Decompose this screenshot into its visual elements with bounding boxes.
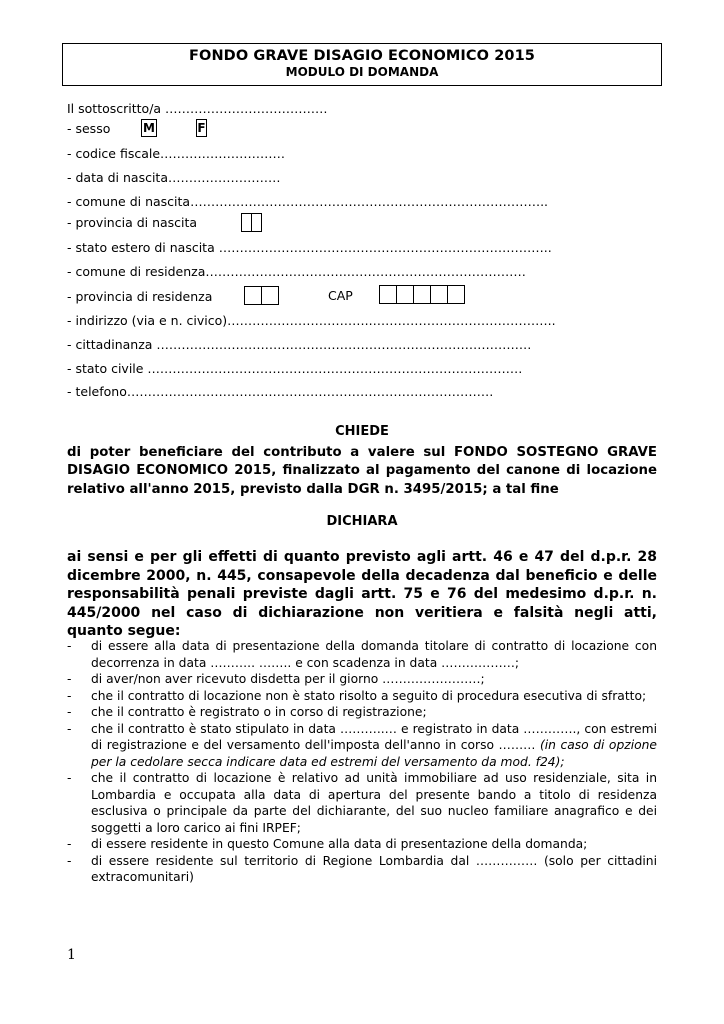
provincia-residenza-boxes[interactable]: [245, 286, 279, 305]
item-text: che il contratto è stato stipulato in data ………..… e registrato in data …………., con estremi di registrazione e del versamento dell'imposta dell'anno in corso ………: [91, 721, 657, 752]
field-sesso-label: - sesso: [67, 121, 111, 136]
field-codice-fiscale[interactable]: - codice fiscale…………………………: [67, 146, 286, 161]
char-box[interactable]: [261, 286, 279, 305]
cap-label: CAP: [328, 288, 353, 303]
item-text: di essere alla data di presentazione della domanda titolare di contratto di locazione con decorrenza in data ……….. …….. e con scadenza in data ………………;: [91, 639, 657, 670]
list-item: - che il contratto di locazione è relativo ad unità immobiliare ad uso residenziale, sita in Lombardia e occupata alla data di apertura del presente bando a titolo di residenza esclusiva o principale da parte del dichiarante, del suo nucleo familiare anagrafico e dei soggetti a loro carico ai fini IRPEF;: [67, 771, 657, 835]
char-box[interactable]: [430, 285, 448, 304]
list-item: - che il contratto è stato stipulato in data ………..… e registrato in data …………., con estremi di registrazione e del versamento dell'imposta dell'anno in corso ……… (in caso di opzione per la cedolare secca indicare data ed estremi del versamento da mod. f24);: [67, 721, 657, 769]
field-provincia-residenza-label: - provincia di residenza: [67, 289, 213, 304]
field-provincia-nascita-label: - provincia di nascita: [67, 215, 198, 230]
char-box[interactable]: [251, 213, 262, 232]
item-text: di essere residente in questo Comune alla data di presentazione della domanda;: [91, 837, 588, 851]
field-telefono[interactable]: - telefono…………………………….………………………………………………: [67, 384, 494, 399]
document-title: FONDO GRAVE DISAGIO ECONOMICO 2015: [189, 48, 535, 64]
list-item: - di aver/non aver ricevuto disdetta per il giorno ……………………;: [67, 672, 485, 686]
sesso-m-checkbox[interactable]: M: [141, 119, 157, 137]
list-item: - che il contratto di locazione non è stato risolto a seguito di procedura esecutiva di sfratto;: [67, 688, 647, 703]
list-item: - di essere alla data di presentazione della domanda titolare di contratto di locazione con decorrenza in data ……….. …….. e con scadenza in data ………………;: [67, 639, 657, 670]
document-subtitle: MODULO DI DOMANDA: [285, 65, 439, 79]
page-number: 1: [67, 947, 76, 963]
sesso-f-checkbox[interactable]: F: [197, 121, 206, 135]
char-box[interactable]: [413, 285, 431, 304]
char-box[interactable]: [379, 285, 397, 304]
field-stato-estero[interactable]: - stato estero di nascita ……………………………………………………………………..: [67, 240, 552, 255]
dichiara-text: ai sensi e per gli effetti di quanto previsto agli artt. 46 e 47 del d.p.r. 28 dicembre 2000, n. 445, consapevole della decadenza dal beneficio e delle responsabilità penali previste dagli artt. 75 e 76 del medesimo d.p.r. n. 445/2000 nel caso di dichiarazione non veritiera e falsità negli atti, quanto segue:: [67, 549, 657, 639]
item-text: di aver/non aver ricevuto disdetta per il giorno ……………………;: [91, 672, 485, 686]
field-cittadinanza[interactable]: - cittadinanza ………………………………………………………………………………: [67, 337, 532, 352]
title-box: [62, 43, 662, 86]
field-sottoscritto[interactable]: Il sottoscritto/a …………………………………: [67, 101, 328, 116]
chiede-text: di poter beneficiare del contributo a valere sul FONDO SOSTEGNO GRAVE DISAGIO ECONOMICO 2015, finalizzato al pagamento del canone di locazione relativo all'anno 2015, previsto dalla DGR n. 3495/2015; a tal fine: [67, 445, 657, 497]
field-data-nascita[interactable]: - data di nascita………………………: [67, 170, 281, 185]
char-box[interactable]: [396, 285, 414, 304]
field-indirizzo[interactable]: - indirizzo (via e n. civico)……………………………..……………………………………..: [67, 313, 556, 328]
item-text: che il contratto di locazione non è stato risolto a seguito di procedura esecutiva di sfratto;: [91, 688, 647, 703]
field-comune-residenza[interactable]: - comune di residenza……………………………..……………………………………: [67, 264, 526, 279]
list-item: - di essere residente in questo Comune alla data di presentazione della domanda;: [67, 837, 588, 851]
field-comune-nascita[interactable]: - comune di nascita…………………………………………………………………………..: [67, 194, 549, 209]
provincia-nascita-boxes[interactable]: [242, 213, 262, 232]
char-box[interactable]: [447, 285, 465, 304]
item-text: che il contratto di locazione è relativo ad unità immobiliare ad uso residenziale, sita in Lombardia e occupata alla data di apertura del presente bando a titolo di residenza esclusiva o principale da parte del dichiarante, del suo nucleo familiare anagrafico e dei soggetti a loro carico ai fini IRPEF;: [91, 771, 657, 835]
dichiara-heading: DICHIARA: [326, 514, 398, 529]
item-text: di essere residente sul territorio di Regione Lombardia dal …………… (solo per cittadini extracomunitari): [91, 853, 657, 884]
char-box[interactable]: [244, 286, 262, 305]
field-stato-civile[interactable]: - stato civile ………………………………………………………………………………: [67, 361, 523, 376]
item-italic-note: (in caso di opzione per la cedolare secca indicare data ed estremi del versamento da mod. f24);: [91, 738, 657, 769]
cap-boxes[interactable]: [380, 285, 465, 304]
item-text: che il contratto è registrato o in corso di registrazione;: [91, 705, 427, 719]
declaration-list: [67, 638, 657, 886]
list-item: - di essere residente sul territorio di Regione Lombardia dal …………… (solo per cittadini extracomunitari): [67, 853, 657, 884]
chiede-heading: CHIEDE: [335, 424, 389, 439]
list-item: - che il contratto è registrato o in corso di registrazione;: [67, 705, 427, 719]
